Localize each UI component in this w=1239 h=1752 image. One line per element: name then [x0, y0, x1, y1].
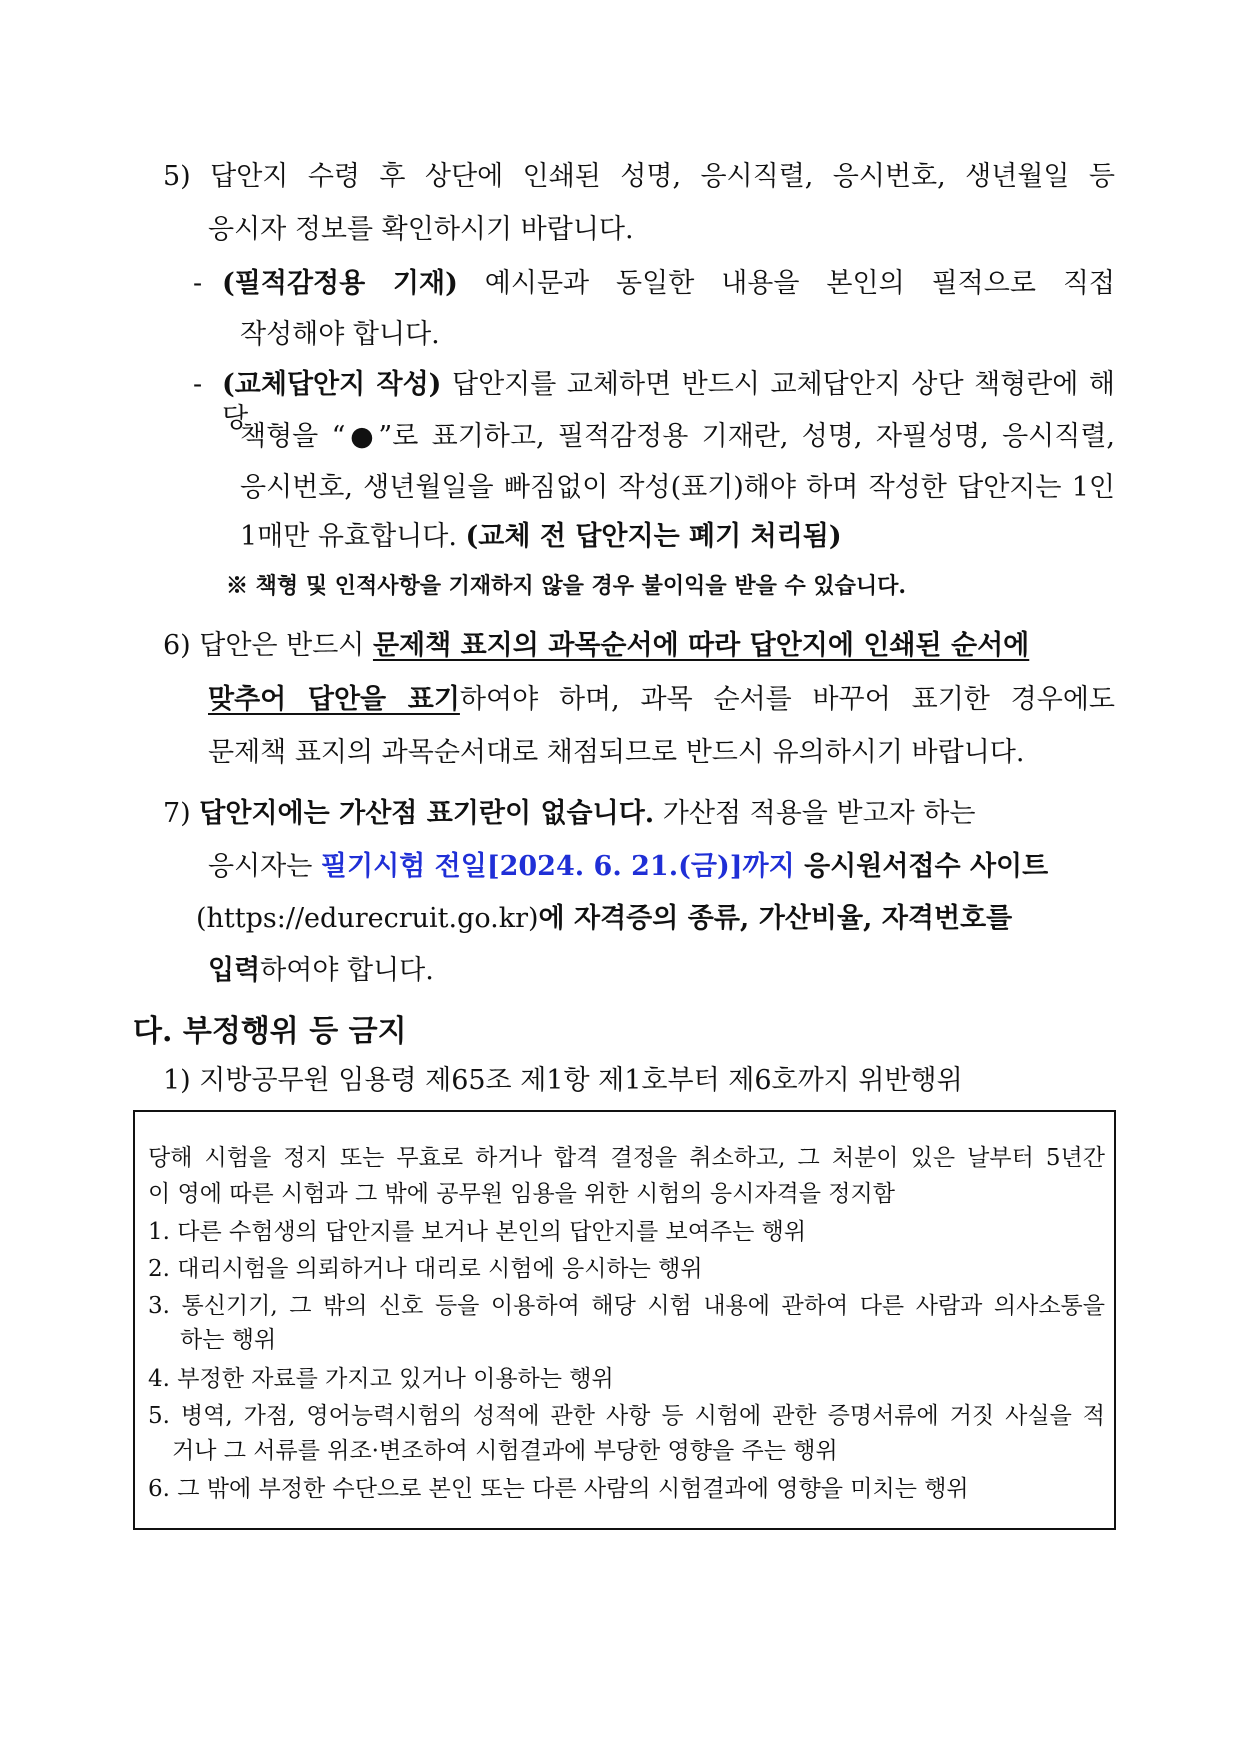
item7-deadline: 필기시험 전일[2024. 6. 21.(금)]까지	[320, 851, 795, 882]
item5-sub2-dash: -	[193, 369, 203, 400]
box-item-4: 4. 부정한 자료를 가지고 있거나 이용하는 행위	[148, 1366, 614, 1392]
item5-sub1-dash: -	[193, 268, 203, 299]
item5-notice: ※ 책형 및 인적사항을 기재하지 않을 경우 불이익을 받을 수 있습니다.	[226, 573, 907, 599]
sub2-label: (교체답안지 작성)	[222, 369, 442, 400]
box-intro-line2: 이 영에 따른 시험과 그 밖에 공무원 임용을 위한 시험의 응시자격을 정지함	[148, 1181, 895, 1207]
item5-line1: 5) 답안지 수령 후 상단에 인쇄된 성명, 응시직렬, 응시번호, 생년월일 등	[163, 161, 1115, 192]
box-item-5-line1: 5. 병역, 가점, 영어능력시험의 성적에 관한 사항 등 시험에 관한 증명서류에 거짓 사실을 적	[148, 1403, 1105, 1429]
item7-num: 7)	[163, 798, 200, 829]
item6-underlined-2: 맞추어 답안을 표기	[208, 684, 460, 715]
item7-l3b: 에 자격증의 종류, 가산비율, 자격번호를	[538, 903, 1013, 934]
item7-l2a: 응시자는	[208, 851, 321, 882]
item5-sub1-line2: 작성해야 합니다.	[240, 319, 440, 350]
item6-rest2: 하여야 하며, 과목 순서를 바꾸어 표기한 경우에도	[459, 684, 1115, 715]
sub1-text1: 예시문과 동일한 내용을 본인의 필적으로 직접	[457, 268, 1115, 299]
item6-prefix: 6) 답안은 반드시	[163, 630, 373, 661]
item7-l4a: 입력	[208, 955, 261, 986]
item6-line1	[163, 629, 1029, 663]
item6-line3: 문제책 표지의 과목순서대로 채점되므로 반드시 유의하시기 바랍니다.	[208, 737, 1025, 768]
sub1-label: (필적감정용 기재)	[222, 268, 458, 299]
box-item-3-line1: 3. 통신기기, 그 밖의 신호 등을 이용하여 해당 시험 내용에 관하여 다른 사람과 의사소통을	[148, 1293, 1105, 1319]
item5-line2: 응시자 정보를 확인하시기 바랍니다.	[208, 214, 634, 245]
rule-box	[133, 1110, 1116, 1530]
item7-url: (https://edurecruit.go.kr)	[196, 903, 539, 934]
section-sub-item: 1) 지방공무원 임용령 제65조 제1항 제1호부터 제6호까지 위반행위	[163, 1065, 963, 1096]
item6-underlined-1: 문제책 표지의 과목순서에 따라 답안지에 인쇄된 순서에	[372, 630, 1030, 661]
box-item-1: 1. 다른 수험생의 답안지를 보거나 본인의 답안지를 보여주는 행위	[148, 1219, 807, 1245]
item5-sub2-line4	[240, 520, 842, 554]
item7-rest1: 가산점 적용을 받고자 하는	[654, 798, 976, 829]
sub2-text1: 답안지를 교체하면 반드시 교체답안지 상단 책형란에 해당	[222, 369, 1115, 434]
box-item-2: 2. 대리시험을 의뢰하거나 대리로 시험에 응시하는 행위	[148, 1256, 703, 1282]
item7-bold1: 답안지에는 가산점 표기란이 없습니다.	[199, 798, 655, 829]
item7-line2	[208, 850, 1048, 884]
item7-line1	[163, 797, 975, 831]
item7-line3	[196, 902, 1012, 936]
box-intro-line1: 당해 시험을 정지 또는 무효로 하거나 합격 결정을 취소하고, 그 처분이 있은 날부터 5년간	[148, 1145, 1105, 1171]
item7-l2b: 응시원서접수 사이트	[794, 851, 1049, 882]
box-item-3-line2: 하는 행위	[180, 1327, 277, 1353]
box-item-6: 6. 그 밖에 부정한 수단으로 본인 또는 다른 사람의 시험결과에 영향을 미치는 행위	[148, 1476, 969, 1502]
item5-sub2-line2: 책형을 “●”로 표기하고, 필적감정용 기재란, 성명, 자필성명, 응시직렬,	[240, 421, 1115, 452]
section-heading: 다. 부정행위 등 금지	[133, 1014, 407, 1049]
item7-line4	[208, 954, 434, 988]
sub2-text4a: 1매만 유효합니다.	[240, 521, 466, 552]
item5-sub2-line3: 응시번호, 생년월일을 빠짐없이 작성(표기)해야 하며 작성한 답안지는 1인	[240, 472, 1115, 503]
item6-line2	[208, 683, 1115, 717]
item5-sub1-line1	[222, 267, 1115, 301]
sub2-text4b: (교체 전 답안지는 폐기 처리됨)	[465, 521, 842, 552]
box-item-5-line2: 거나 그 서류를 위조·변조하여 시험결과에 부당한 영향을 주는 행위	[172, 1438, 838, 1464]
item7-l4b: 하여야 합니다.	[260, 955, 434, 986]
